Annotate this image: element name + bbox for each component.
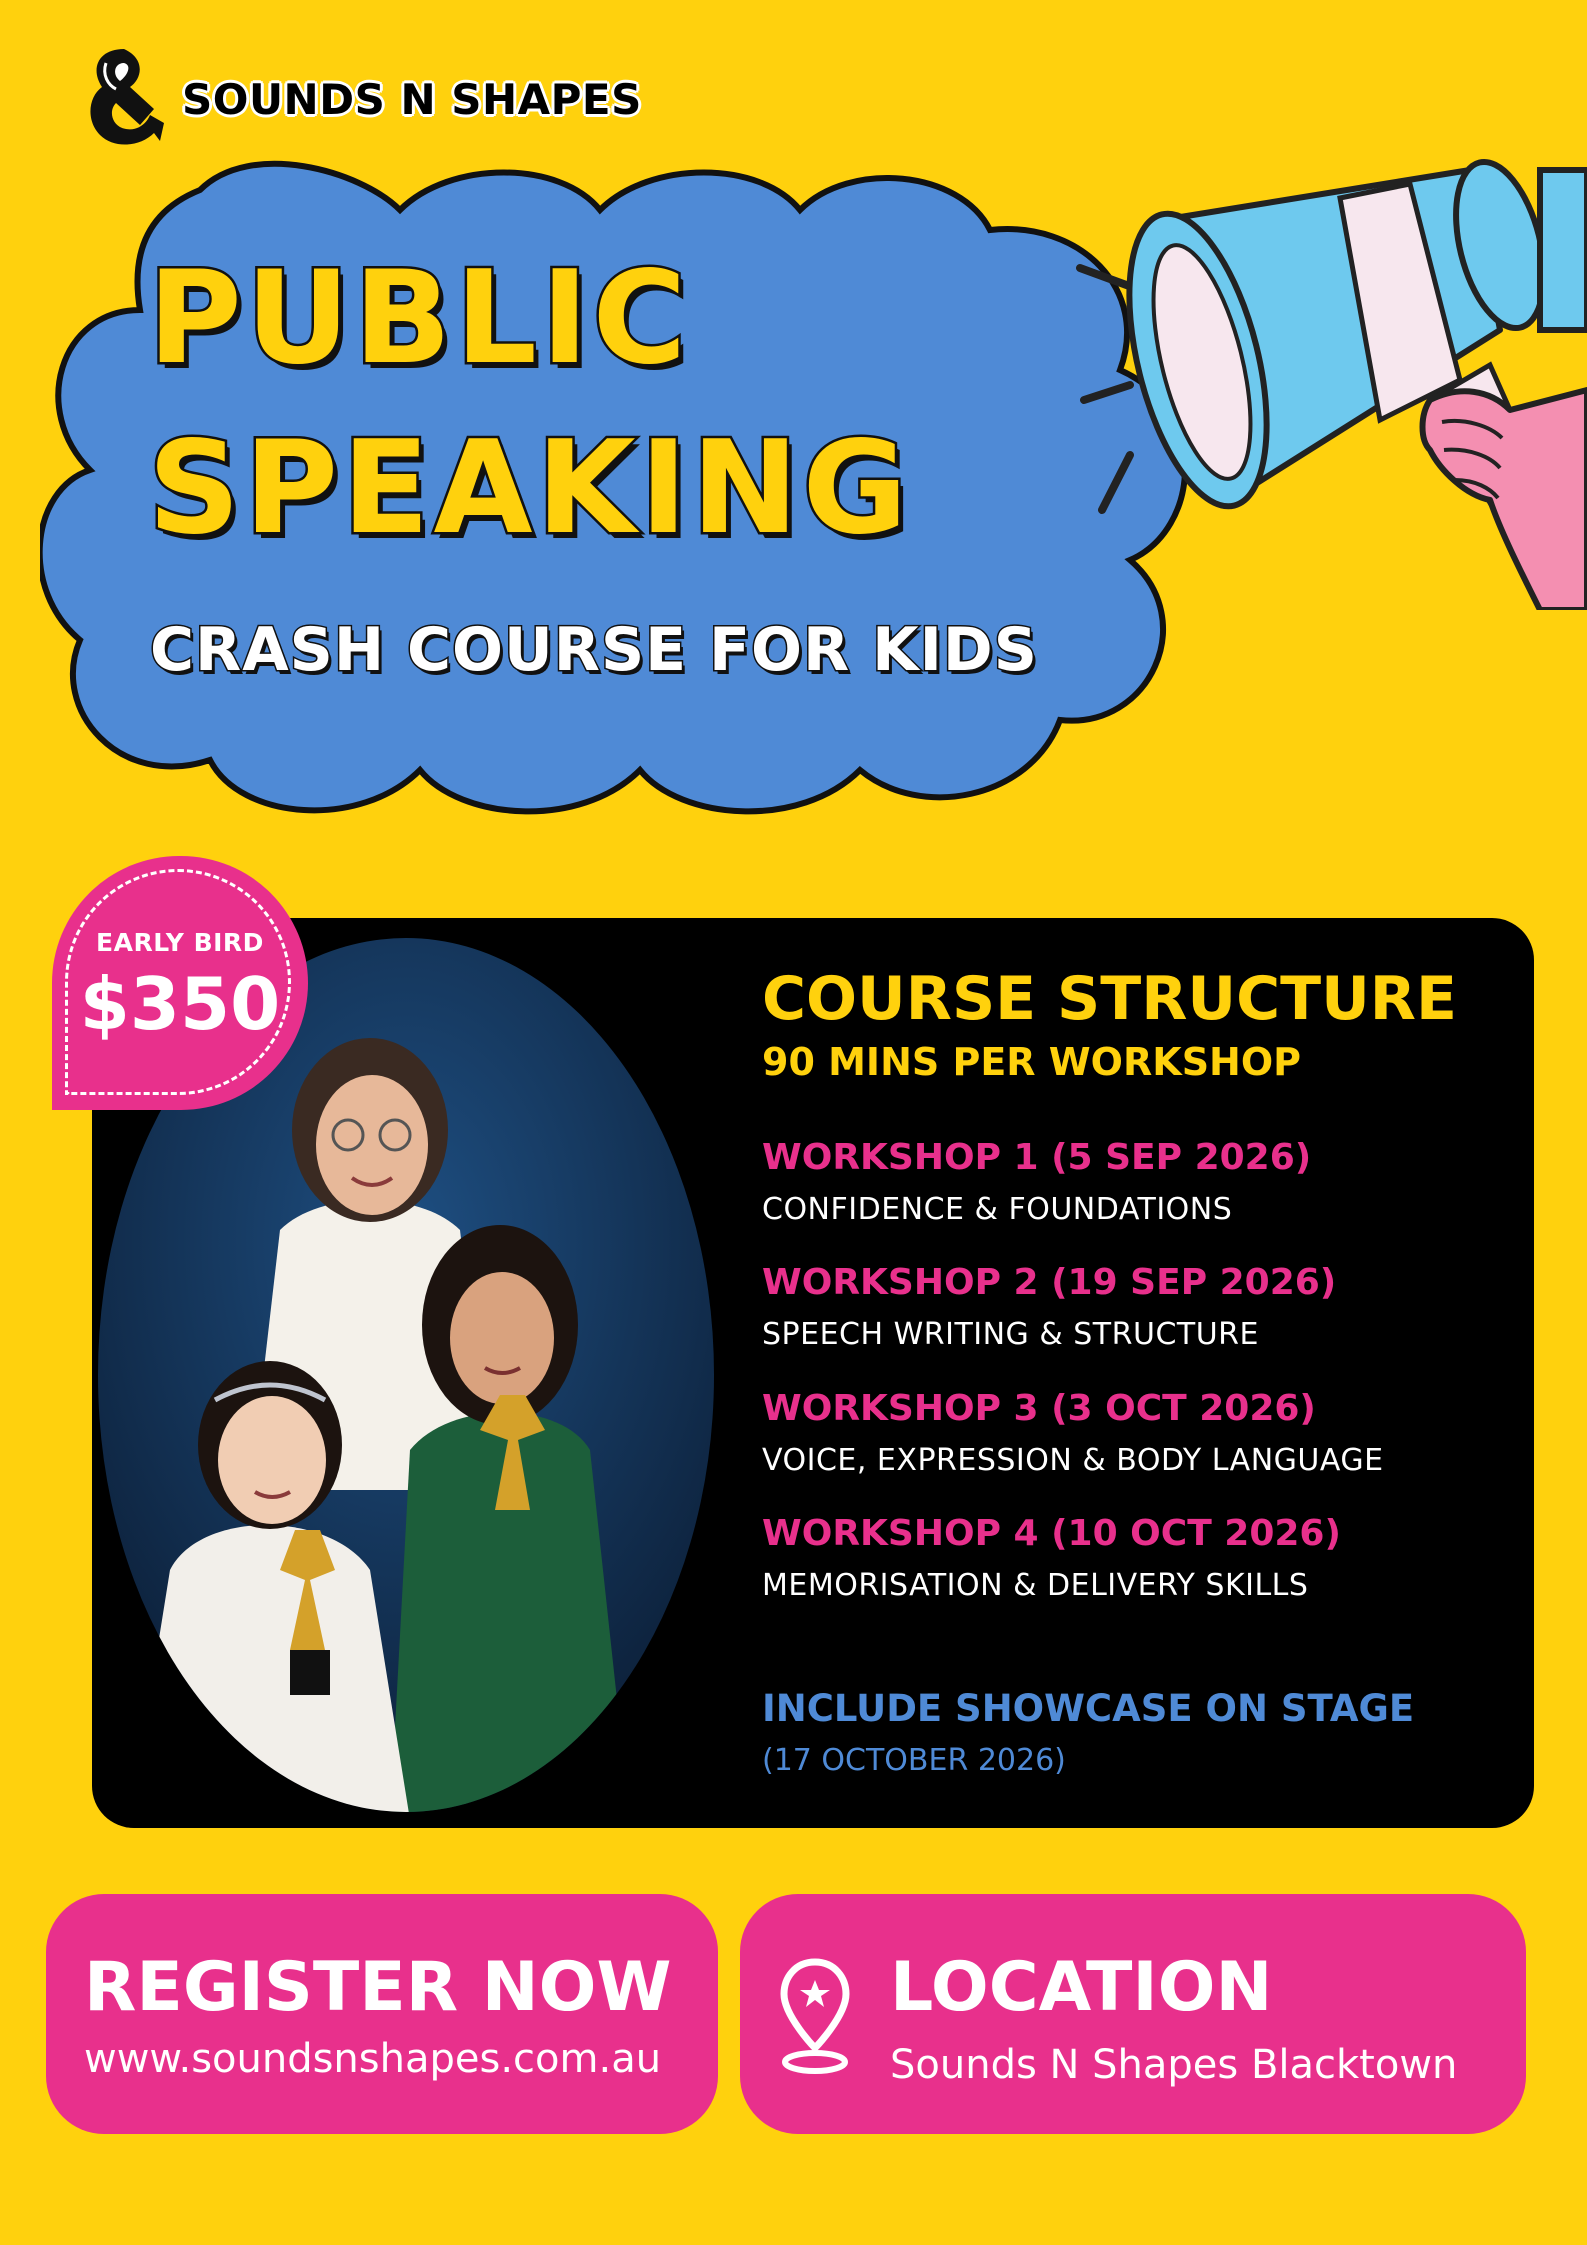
showcase-date: (17 OCTOBER 2026) xyxy=(762,1743,1066,1778)
megaphone-icon xyxy=(1070,150,1587,610)
workshop-4-desc: MEMORISATION & DELIVERY SKILLS xyxy=(762,1568,1309,1603)
course-subtitle: 90 MINS PER WORKSHOP xyxy=(762,1040,1302,1084)
brand-header xyxy=(84,44,642,154)
hero-title-line1: PUBLIC xyxy=(148,244,691,393)
workshop-1-desc: CONFIDENCE & FOUNDATIONS xyxy=(762,1192,1233,1227)
hero-title-line2: SPEAKING xyxy=(148,414,912,563)
location-title: LOCATION xyxy=(890,1948,1273,2027)
workshop-1-heading: WORKSHOP 1 (5 SEP 2026) xyxy=(762,1137,1312,1178)
register-title: REGISTER NOW xyxy=(84,1948,672,2027)
location-card[interactable] xyxy=(740,1894,1526,2134)
course-title: COURSE STRUCTURE xyxy=(762,964,1457,1034)
register-button[interactable] xyxy=(46,1894,718,2134)
hero-subtitle: CRASH COURSE FOR KIDS xyxy=(150,615,1038,685)
brand-name: SOUNDS N SHAPES xyxy=(182,74,642,124)
ampersand-logo-icon xyxy=(84,45,164,153)
early-bird-badge xyxy=(52,856,308,1110)
badge-label: EARLY BIRD xyxy=(96,928,264,957)
register-url[interactable]: www.soundsnshapes.com.au xyxy=(84,2036,662,2082)
workshop-4-heading: WORKSHOP 4 (10 OCT 2026) xyxy=(762,1513,1341,1554)
badge-price: $350 xyxy=(79,962,281,1046)
workshop-3-heading: WORKSHOP 3 (3 OCT 2026) xyxy=(762,1388,1316,1429)
location-place: Sounds N Shapes Blacktown xyxy=(890,2042,1458,2088)
workshop-3-desc: VOICE, EXPRESSION & BODY LANGUAGE xyxy=(762,1443,1384,1478)
workshop-2-heading: WORKSHOP 2 (19 SEP 2026) xyxy=(762,1262,1337,1303)
showcase-heading: INCLUDE SHOWCASE ON STAGE xyxy=(762,1687,1415,1730)
workshop-2-desc: SPEECH WRITING & STRUCTURE xyxy=(762,1317,1259,1352)
location-pin-icon xyxy=(780,1958,850,2076)
